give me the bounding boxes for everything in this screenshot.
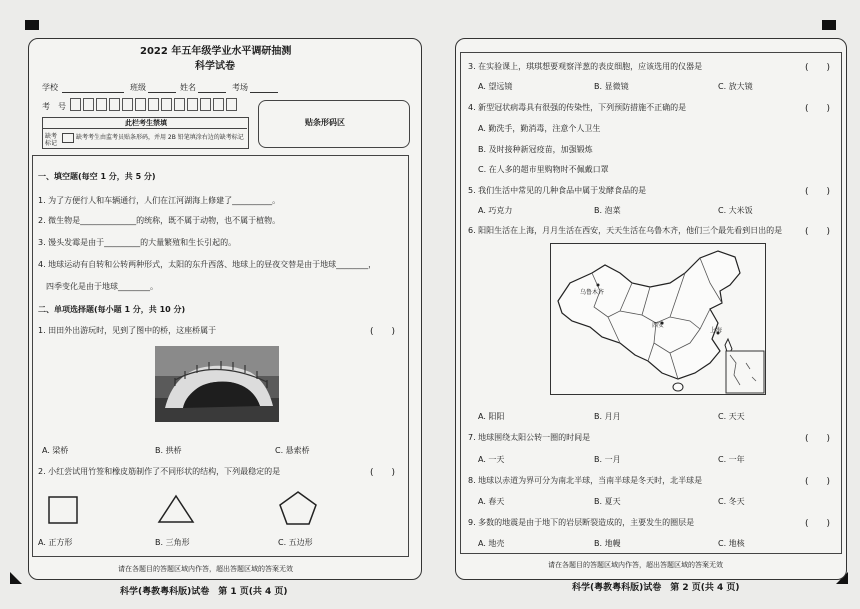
choice-q6-answer[interactable]: ( ) (805, 227, 831, 237)
choice-q9: 9. 多数的地震是由于地下的岩层断裂造成的，主要发生的圈层是 (468, 518, 695, 527)
choice-q4-answer[interactable]: ( ) (805, 104, 831, 114)
choice-q6-option-c: C. 天天 (718, 412, 745, 421)
choice-q1-answer[interactable]: ( ) (370, 327, 396, 337)
choice-q6: 6. 阳阳生活在上海，月月生活在西安，天天生活在乌鲁木齐，他们三个最先看到日出的是 (468, 226, 783, 235)
left-bottom-note: 请在各题目的答题区域内作答，超出答题区域的答案无效 (118, 565, 293, 573)
registration-mark-top-left (25, 20, 39, 30)
choice-q7-option-c: C. 一年 (718, 455, 745, 464)
choice-q1: 1. 田田外出游玩时，见到了图中的桥，这座桥属于 (38, 326, 217, 335)
choice-q2: 2. 小红尝试用竹签和橡皮筋制作了不同形状的结构，下列最稳定的是 (38, 467, 281, 476)
choice-q7-option-a: A. 一天 (478, 455, 505, 464)
choice-q5-answer[interactable]: ( ) (805, 187, 831, 197)
missing-mark-box[interactable] (62, 133, 74, 143)
choice-q9-option-b: B. 地幔 (594, 539, 621, 548)
name-field[interactable] (198, 92, 226, 93)
choice-q3-option-a: A. 望远镜 (478, 82, 513, 91)
choice-q9-option-a: A. 地壳 (478, 539, 505, 548)
examiner-box-title: 此栏考生禁填 (125, 119, 167, 127)
choice-q3-answer[interactable]: ( ) (805, 63, 831, 73)
exam-no-grid[interactable] (70, 98, 239, 111)
choice-q4-option-b: B. 及时接种新冠疫苗，加强锻炼 (478, 145, 593, 154)
section1-heading: 一、填空题(每空 1 分，共 5 分) (38, 172, 156, 181)
choice-q3: 3. 在实验课上，琪琪想要观察洋葱的表皮细胞，应该选用的仪器是 (468, 62, 703, 71)
triangle-shape (157, 494, 195, 524)
choice-q1-option-b: B. 拱桥 (155, 446, 182, 455)
choice-q2-option-c: C. 五边形 (278, 538, 313, 547)
choice-q8: 8. 地球以赤道为界可分为南北半球，当南半球是冬天时，北半球是 (468, 476, 703, 485)
exam-title: 2022 年五年级学业水平调研抽测 (140, 46, 292, 57)
fill-q4b: 四季变化是由于地球________。 (46, 282, 158, 291)
china-map (550, 243, 766, 395)
barcode-area-label: 贴条形码区 (305, 118, 345, 127)
choice-q2-option-b: B. 三角形 (155, 538, 190, 547)
choice-q7: 7. 地球围绕太阳公转一圈的时间是 (468, 433, 591, 442)
registration-mark-top-right (822, 20, 836, 30)
choice-q5: 5. 我们生活中常见的几种食品中属于发酵食品的是 (468, 186, 647, 195)
choice-q6-option-b: B. 月月 (594, 412, 621, 421)
arch-bridge-photo (155, 346, 279, 422)
choice-q1-option-c: C. 悬索桥 (275, 446, 310, 455)
school-field[interactable] (62, 92, 124, 93)
choice-q2-answer[interactable]: ( ) (370, 468, 396, 478)
choice-q4-option-a: A. 勤洗手，勤消毒，注意个人卫生 (478, 124, 601, 133)
choice-q8-option-b: B. 夏天 (594, 497, 621, 506)
left-footer: 科学(粤教粤科版)试卷 第 1 页(共 4 页) (120, 587, 288, 597)
choice-q8-option-a: A. 春天 (478, 497, 505, 506)
choice-q7-option-b: B. 一月 (594, 455, 621, 464)
room-field[interactable] (250, 92, 278, 93)
choice-q8-option-c: C. 冬天 (718, 497, 745, 506)
choice-q9-option-c: C. 地核 (718, 539, 745, 548)
choice-q4: 4. 新型冠状病毒具有很强的传染性，下列预防措施不正确的是 (468, 103, 687, 112)
choice-q5-option-b: B. 泡菜 (594, 206, 621, 215)
class-field[interactable] (148, 92, 176, 93)
missing-label: 缺考标记 (45, 133, 58, 147)
right-footer: 科学(粤教粤科版)试卷 第 2 页(共 4 页) (572, 583, 740, 593)
choice-q3-option-b: B. 显微镜 (594, 82, 629, 91)
fill-q2: 2. 微生物是______________的统称，既不属于动物，也不属于植物。 (38, 216, 281, 225)
section2-heading: 二、单项选择题(每小题 1 分，共 10 分) (38, 305, 186, 314)
map-label-shanghai: 上海 (710, 327, 723, 334)
choice-q9-answer[interactable]: ( ) (805, 519, 831, 529)
name-label: 姓名 (180, 83, 196, 92)
fill-q1: 1. 为了方便行人和车辆通行，人们在江河湖海上修建了__________。 (38, 196, 281, 205)
choice-q4-option-c: C. 在人多的超市里购物时不佩戴口罩 (478, 165, 609, 174)
room-label: 考场 (232, 83, 248, 92)
registration-mark-bottom-left (10, 572, 22, 584)
exam-no-label: 考 号 (42, 102, 66, 111)
choice-q7-answer[interactable]: ( ) (805, 434, 831, 444)
choice-q1-option-a: A. 梁桥 (42, 446, 69, 455)
exam-subtitle: 科学试卷 (195, 61, 235, 72)
choice-q2-option-a: A. 正方形 (38, 538, 73, 547)
choice-q8-answer[interactable]: ( ) (805, 477, 831, 487)
choice-q5-option-a: A. 巧克力 (478, 206, 513, 215)
choice-q6-option-a: A. 阳阳 (478, 412, 505, 421)
missing-note: 缺考考生由监考员贴条形码，并用 2B 铅笔填涂右边的缺考标记 (76, 134, 244, 141)
choice-q3-option-c: C. 放大镜 (718, 82, 753, 91)
choice-q5-option-c: C. 大米饭 (718, 206, 753, 215)
fill-q3: 3. 馒头发霉是由于_________的大量繁殖和生长引起的。 (38, 238, 237, 247)
examiner-box-divider (42, 128, 247, 129)
pentagon-shape (278, 490, 318, 526)
square-shape (48, 496, 78, 524)
right-bottom-note: 请在各题目的答题区域内作答，超出答题区域的答案无效 (548, 561, 723, 569)
map-label-xian: 西安 (652, 322, 665, 329)
class-label: 班级 (130, 83, 146, 92)
school-label: 学校 (42, 83, 58, 92)
fill-q4a: 4. 地球运动有自转和公转两种形式，太阳的东升西落、地球上的昼夜交替是由于地球________， (38, 260, 377, 269)
map-label-urumqi: 乌鲁木齐 (580, 289, 605, 296)
